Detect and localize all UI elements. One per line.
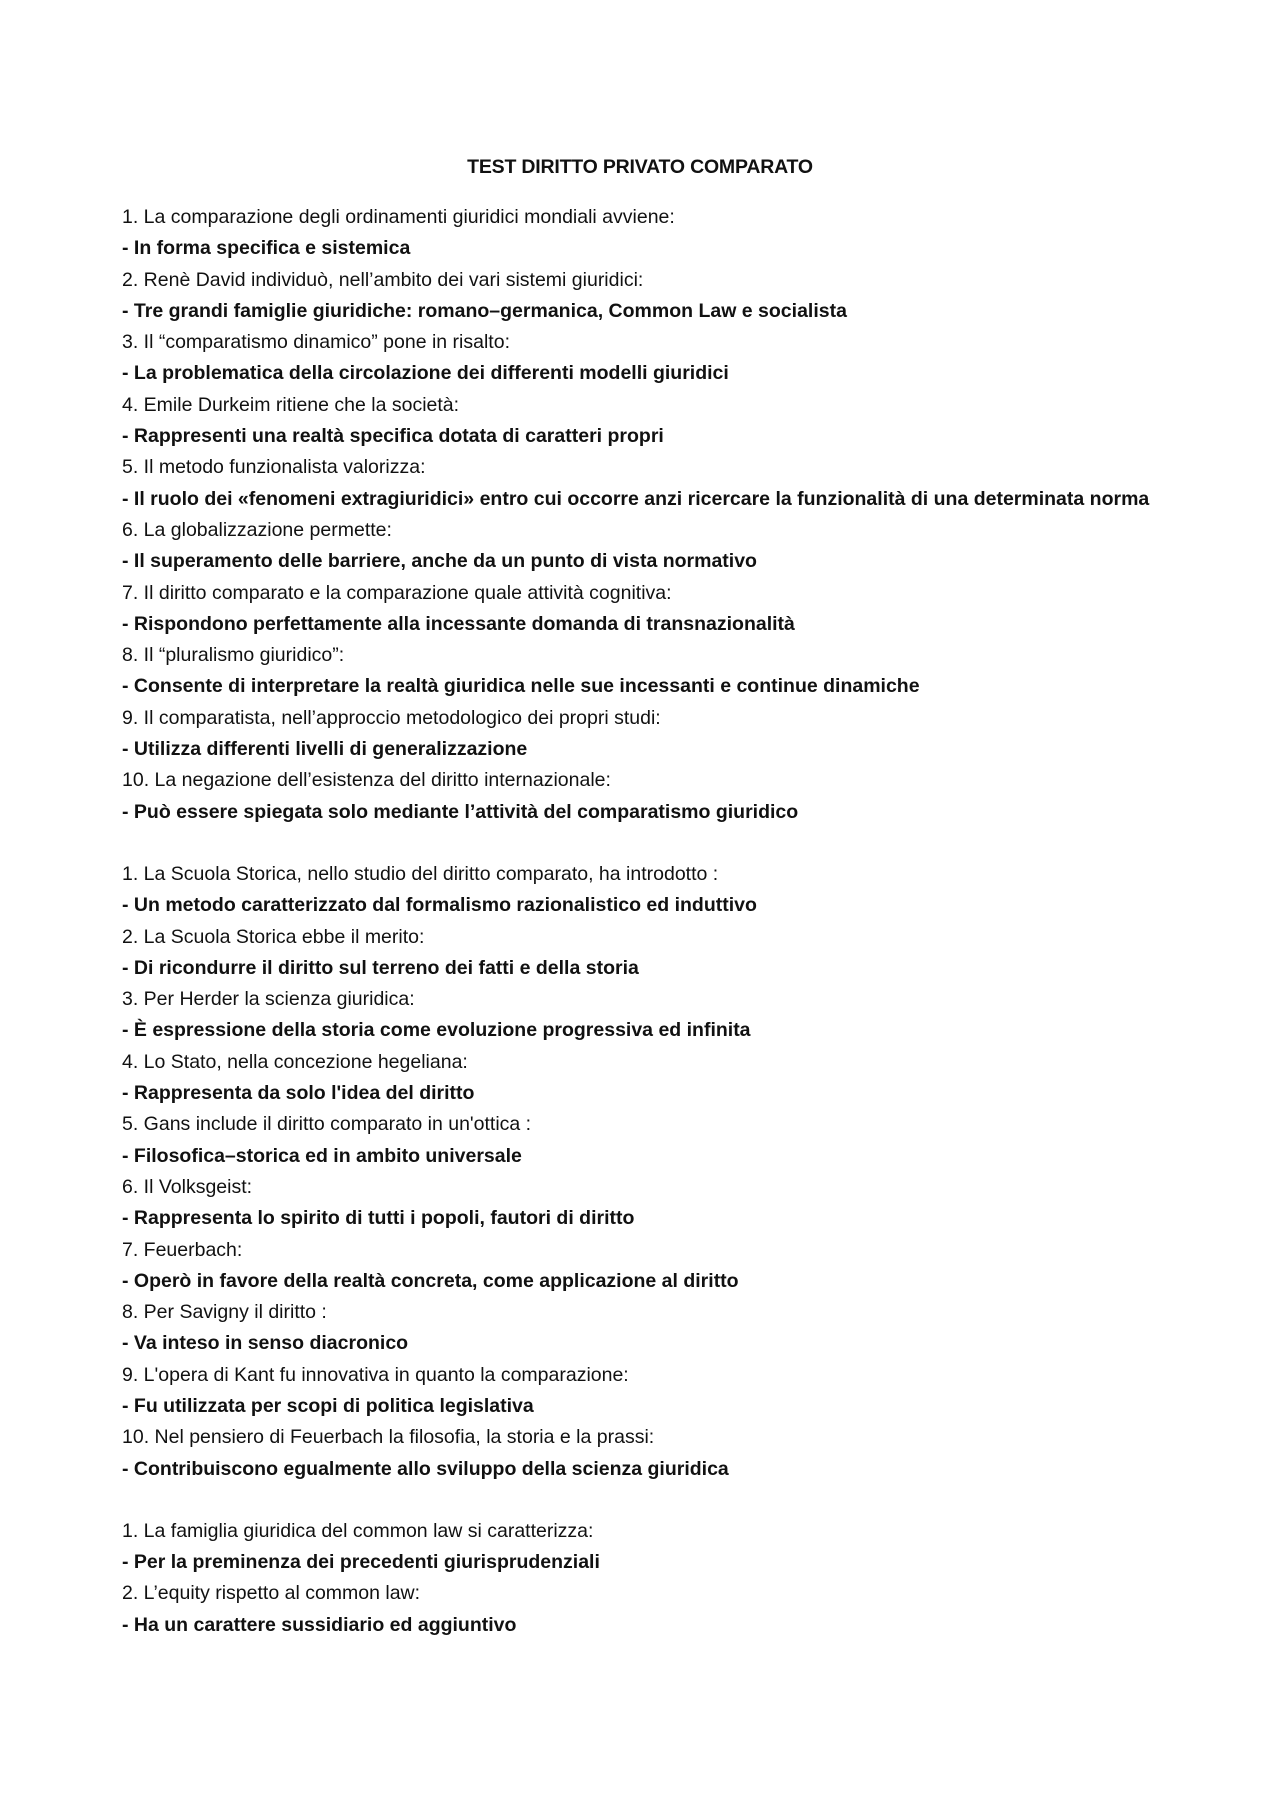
question: 1. La Scuola Storica, nello studio del diritto comparato, ha introdotto : bbox=[122, 862, 719, 885]
question: 10. Nel pensiero di Feuerbach la filosofia, la storia e la prassi: bbox=[122, 1426, 655, 1449]
answer: - Può essere spiegata solo mediante l’attività del comparatismo giuridico bbox=[122, 800, 799, 823]
question: 3. Il “comparatismo dinamico” pone in risalto: bbox=[122, 331, 510, 354]
answer: - Tre grandi famiglie giuridiche: romano–germanica, Common Law e socialista bbox=[122, 299, 847, 322]
question: 9. L'opera di Kant fu innovativa in quanto la comparazione: bbox=[122, 1363, 629, 1386]
answer: - Va inteso in senso diacronico bbox=[122, 1332, 409, 1355]
question: 6. Il Volksgeist: bbox=[122, 1175, 253, 1198]
answer: - Operò in favore della realtà concreta, come applicazione al diritto bbox=[122, 1269, 739, 1292]
question: 8. Il “pluralismo giuridico”: bbox=[122, 644, 345, 667]
question: 8. Per Savigny il diritto : bbox=[122, 1301, 327, 1324]
answer: - Consente di interpretare la realtà giuridica nelle sue incessanti e continue dinamiche bbox=[122, 675, 920, 698]
question: 3. Per Herder la scienza giuridica: bbox=[122, 988, 415, 1011]
question: 4. Emile Durkeim ritiene che la società: bbox=[122, 393, 460, 416]
question: 5. Il metodo funzionalista valorizza: bbox=[122, 456, 426, 479]
answer: - Di ricondurre il diritto sul terreno dei fatti e della storia bbox=[122, 956, 639, 979]
answer: - Un metodo caratterizzato dal formalismo razionalistico ed induttivo bbox=[122, 894, 757, 917]
question: 5. Gans include il diritto comparato in un'ottica : bbox=[122, 1113, 532, 1136]
question: 4. Lo Stato, nella concezione hegeliana: bbox=[122, 1050, 468, 1073]
answer: - Utilizza differenti livelli di generalizzazione bbox=[122, 738, 528, 761]
question: 2. La Scuola Storica ebbe il merito: bbox=[122, 925, 425, 948]
question: 2. L’equity rispetto al common law: bbox=[122, 1582, 421, 1605]
answer: - La problematica della circolazione dei differenti modelli giuridici bbox=[122, 362, 729, 385]
answer: - È espressione della storia come evoluzione progressiva ed infinita bbox=[122, 1019, 751, 1042]
question: 1. La comparazione degli ordinamenti giuridici mondiali avviene: bbox=[122, 206, 675, 228]
quiz-section-3 bbox=[122, 1516, 1162, 1641]
answer: - Rappresenta da solo l'idea del diritto bbox=[122, 1082, 475, 1105]
question: 2. Renè David individuò, nell’ambito dei vari sistemi giuridici: bbox=[122, 268, 644, 291]
answer: - Il ruolo dei «fenomeni extragiuridici» entro cui occorre anzi ricercare la funzionalità di una determinata norma bbox=[122, 487, 1150, 510]
question: 7. Il diritto comparato e la comparazione quale attività cognitiva: bbox=[122, 581, 672, 604]
answer: - Rappresenti una realtà specifica dotata di caratteri propri bbox=[122, 425, 664, 448]
question: 6. La globalizzazione permette: bbox=[122, 518, 392, 541]
question: 10. La negazione dell’esistenza del diritto internazionale: bbox=[122, 769, 611, 792]
question: 1. La famiglia giuridica del common law si caratterizza: bbox=[122, 1519, 594, 1542]
answer: - In forma specifica e sistemica bbox=[122, 237, 411, 260]
answer: - Ha un carattere sussidiario ed aggiuntivo bbox=[122, 1613, 517, 1636]
answer: - Il superamento delle barriere, anche da un punto di vista normativo bbox=[122, 550, 757, 573]
answer: - Per la preminenza dei precedenti giurisprudenziali bbox=[122, 1551, 600, 1574]
question: 9. Il comparatista, nell’approccio metodologico dei propri studi: bbox=[122, 706, 661, 729]
answer: - Rispondono perfettamente alla incessante domanda di transnazionalità bbox=[122, 612, 795, 635]
answer: - Rappresenta lo spirito di tutti i popoli, fautori di diritto bbox=[122, 1207, 635, 1230]
quiz-section-2 bbox=[122, 859, 1162, 1485]
document-body bbox=[122, 202, 1162, 1641]
question: 7. Feuerbach: bbox=[122, 1238, 243, 1261]
quiz-section-1 bbox=[122, 202, 1162, 828]
answer: - Filosofica–storica ed in ambito universale bbox=[122, 1144, 522, 1167]
answer: - Contribuiscono egualmente allo sviluppo della scienza giuridica bbox=[122, 1457, 729, 1480]
document-title: TEST DIRITTO PRIVATO COMPARATO bbox=[467, 156, 813, 178]
answer: - Fu utilizzata per scopi di politica legislativa bbox=[122, 1394, 534, 1417]
